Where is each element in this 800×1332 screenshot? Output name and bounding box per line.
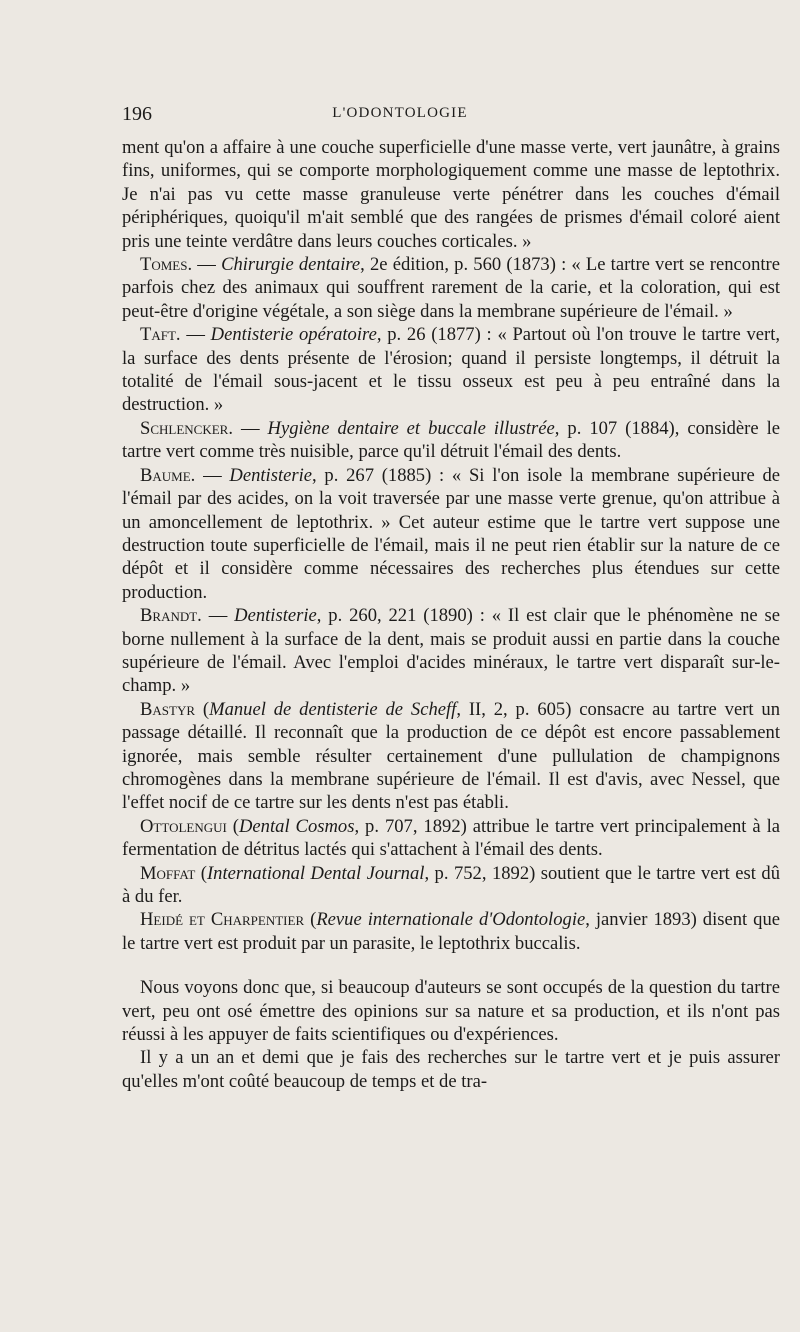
citation-text: , p. 260, 221 (1890) : « Il est clair que le phénomène ne se borne nullement à la surface de la dent, mais se produit aussi en partie dans la couche supérieure de l'émail. Avec l'emploi d'acides minéraux, le tartre vert disparaît sur-le-champ. » xyxy=(122,605,781,697)
paragraph: ment qu'on a affaire à une couche superficielle d'une masse verte, vert jaunâtre, à grains fins, uniformes, qui se comporte morphologiquement comme une masse de leptothrix. Je n'ai pas vu cette masse granuleuse verte pénétrer dans les couches d'émail périphériques, quoiqu'il m'ait semblé que des rangées de prismes d'émail coloré aient pris une teinte verdâtre dans leurs couches corticales. » xyxy=(122,137,780,252)
separator: — xyxy=(180,324,211,346)
work-title: Dental Cosmos xyxy=(239,815,355,837)
separator: — xyxy=(201,605,235,627)
paragraph: Il y a un an et demi que je fais des recherches sur le tartre vert et je puis assurer qu'elles m'ont coûté beaucoup de temps et de tra- xyxy=(122,1047,780,1092)
work-title: Hygiène dentaire et buccale illustrée xyxy=(267,417,555,439)
citation-text: , 2e édition, p. 560 (1873) : « Le tartre vert se rencontre parfois chez des animaux qui souffrent rarement de la carie, et la coloration, qui est peut-être d'origine végétale, a son siège dans la membrane supérieure de l'émail. » xyxy=(122,254,780,322)
work-title: Chirurgie dentaire xyxy=(221,254,361,276)
citation-text: , janvier 1893) disent que le tartre vert est produit par un parasite, le leptothrix buccalis. xyxy=(122,909,781,954)
citation-paragraph xyxy=(122,908,780,955)
author-name: Taft. xyxy=(140,324,181,346)
citation-text: , II, 2, p. 605) consacre au tartre vert un passage détaillé. Il reconnaît que la production de ce dépôt est encore passablement ignorée, mais semble résulter certainement d'une pullulation de champignons chromogènes dans la membrane supérieure de l'émail. Il est d'avis, avec Nessel, que l'effet nocif de ce tartre sur les dents n'est pas établi. xyxy=(122,698,781,814)
citation-paragraph xyxy=(122,323,780,417)
separator: ( xyxy=(195,698,210,720)
work-title: Dentisterie opératoire xyxy=(210,324,377,346)
citation-text: , p. 26 (1877) : « Partout où l'on trouve le tartre vert, la surface des dents présente de l'érosion; quand il persiste longtemps, il détruit la totalité de l'émail sous-jacent et le tissu osseux est peu à peu entraîné dans la destruction. » xyxy=(122,324,781,416)
running-title: L'ODONTOLOGIE xyxy=(332,105,468,121)
author-name: Ottolengui xyxy=(140,815,227,837)
citation-text: , p. 752, 1892) soutient que le tartre vert est dû à du fer. xyxy=(122,862,780,907)
work-title: Manuel de dentisterie de Scheff xyxy=(209,698,457,720)
paragraph: Nous voyons donc que, si beaucoup d'auteurs se sont occupés de la question du tartre vert, peu ont osé émettre des opinions sur sa nature et sa production, et ils n'ont pas réussi à les appuyer de faits scientifiques ou d'expériences. xyxy=(122,977,780,1046)
citation-paragraph xyxy=(122,253,780,323)
body-text xyxy=(122,136,780,1093)
author-name: Brandt. xyxy=(140,605,202,627)
page-number: 196 xyxy=(122,103,152,125)
work-title: Dentisterie xyxy=(234,605,317,627)
author-name: Baume. xyxy=(140,464,196,486)
work-title: Dentisterie xyxy=(229,464,313,486)
citation-text: , p. 707, 1892) attribue le tartre vert principalement à la fermentation de détritus lactés qui s'attachent à l'émail des dents. xyxy=(122,815,780,861)
citation-paragraph xyxy=(122,464,780,604)
separator: — xyxy=(233,417,268,439)
author-name: Heidé et Charpentier xyxy=(140,909,305,931)
author-name: Tomes. xyxy=(140,254,193,276)
separator: — xyxy=(195,464,230,486)
separator: ( xyxy=(195,862,207,884)
separator: — xyxy=(192,254,222,276)
separator: ( xyxy=(226,815,239,837)
citation-paragraph xyxy=(122,604,780,698)
citation-paragraph xyxy=(122,417,780,464)
citation-paragraph xyxy=(122,815,780,862)
author-name: Schlencker. xyxy=(140,417,233,439)
paragraph-gap xyxy=(122,955,780,976)
work-title: Revue internationale d'Odontologie xyxy=(316,909,586,931)
separator: ( xyxy=(304,909,317,931)
work-title: International Dental Journal xyxy=(206,862,425,884)
author-name: Bastyr xyxy=(140,698,196,720)
citation-text: , p. 107 (1884), considère le tartre vert comme très nuisible, parce qu'il détruit l'émail des dents. xyxy=(122,417,780,463)
citation-paragraph xyxy=(122,698,780,815)
citation-paragraph xyxy=(122,862,780,909)
citation-text: , p. 267 (1885) : « Si l'on isole la membrane supérieure de l'émail par des acides, on la voit traversée par une masse verte grenue, qu'on attribue à un amoncellement de leptothrix. » Cet auteur estime que le tartre vert suppose une destruction toute superficielle de l'émail, mais il ne peut rien établir sur la nature de ce dépôt et il considère comme nécessaires des recherches plus étendues sur cette production. xyxy=(122,464,780,603)
author-name: Moffat xyxy=(140,862,196,884)
